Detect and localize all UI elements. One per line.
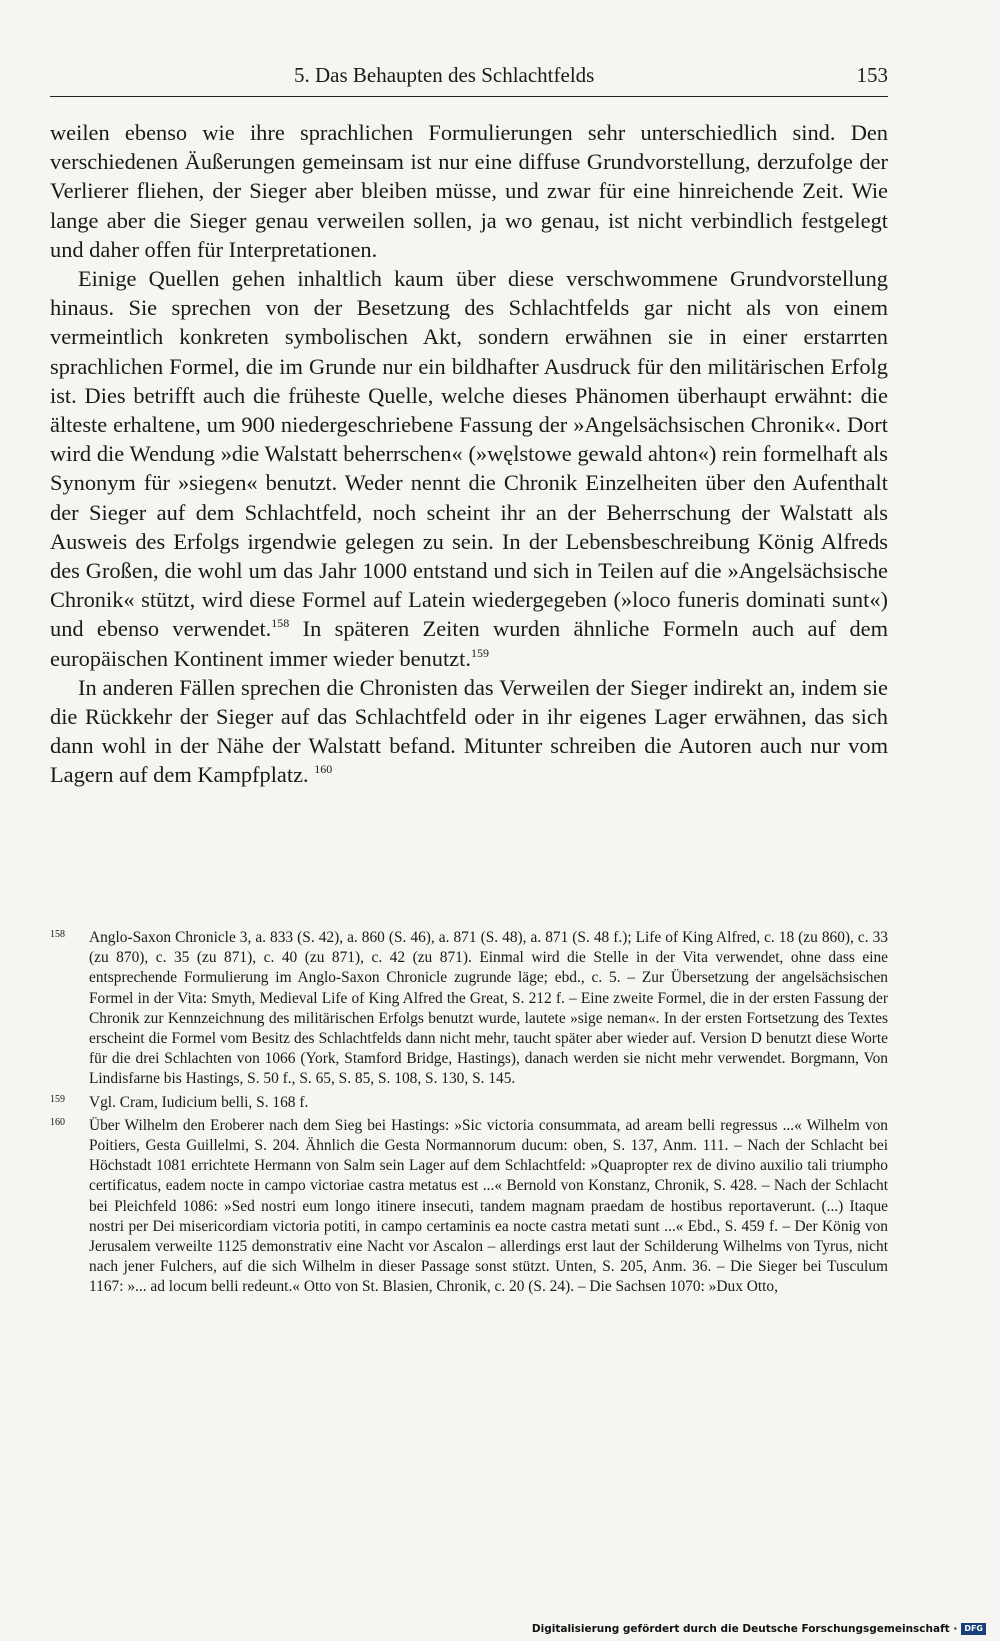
footnote-158	[50, 928, 888, 1090]
footnote-160	[50, 1116, 888, 1298]
paragraph-3-text: In anderen Fällen sprechen die Chronisten das Verweilen der Sieger indirekt an, indem sie die Rückkehr der Sieger auf das Schlachtfeld oder in ihr eigenes Lager erwähnen, das sich dann wohl in der Nähe der Walstatt befand. Mitunter schreiben die Autoren auch nur vom Lagern auf dem Kampfplatz.	[50, 674, 888, 788]
footnote-text: Über Wilhelm den Eroberer nach dem Sieg bei Hastings: »Sic victoria consummata, ad aream belli regressus ...« Wilhelm von Poitiers, Gesta Guillelmi, S. 204. Ähnlich die Gesta Normannorum ducum: oben, S. 137, Anm. 111. – Nach der Schlacht bei Höchstadt 1081 errichtete Hermann von Salm sein Lager auf dem Schlachtfeld: »Quapropter rex de divino auxilio tali triumpho certificatus, eadem nocte in campo victoriae castra metatus est ...« Bernold von Konstanz, Chronik, S. 428. – Nach der Schlacht bei Pleichfeld 1086: »Sed nostri eum longo itinere insecuti, tandem magnam praedam de hostibus reportaverunt. (...) Itaque nostri per Dei misericordiam victoria potiti, in campo certaminis ea nocte castra metati sunt ...« Ebd., S. 459 f. – Der König von Jerusalem verweilte 1125 demonstrativ eine Nacht vor Ascalon – allerdings erst laut der Schilderung Wilhelms von Tyrus, nicht nach jener Fulchers, auf die sich Wilhelm in dieser Passage sonst stützt. Unten, S. 205, Anm. 36. – Die Sieger bei Tusculum 1167: »... ad locum belli redeunt.« Otto von St. Blasien, Chronik, c. 20 (S. 24). – Die Sachsen 1070: »Dux Otto,	[89, 1116, 888, 1296]
paragraph-3	[50, 673, 888, 790]
main-text	[50, 118, 888, 790]
footnote-marker: 160	[50, 1116, 65, 1128]
footnotes	[50, 928, 888, 1301]
digitization-credit	[532, 1623, 986, 1635]
footnote-marker: 158	[50, 929, 65, 940]
paragraph-1: weilen ebenso wie ihre sprachlichen Formulierungen sehr unterschiedlich sind. Den verschiedenen Äußerungen gemeinsam ist nur eine diffuse Grundvorstellung, derzufolge der Verlierer fliehen, der Sieger aber bleiben müsse, und zwar für eine hinreichende Zeit. Wie lange aber die Sieger genau verweilen sollen, ja wo genau, ist nicht verbindlich festgelegt und daher offen für Interpretationen.	[50, 120, 888, 262]
footnote-text: Vgl. Cram, Iudicium belli, S. 168 f.	[89, 1093, 309, 1111]
digitization-credit-text: Digitalisierung gefördert durch die Deutsche Forschungsgemeinschaft ·	[531, 1623, 958, 1635]
page-number: 153	[856, 63, 888, 87]
dfg-logo-icon: DFG	[961, 1623, 986, 1635]
footnote-159	[50, 1093, 888, 1113]
footnote-text: Anglo-Saxon Chronicle 3, a. 833 (S. 42), a. 860 (S. 46), a. 871 (S. 48), a. 871 (S. 48 f.); Life of King Alfred, c. 18 (zu 860), c. 33 (zu 870), c. 35 (zu 871), c. 40 (zu 871), c. 42 (zu 871). Einmal wird die Stelle in der Vita verwendet, ohne dass eine entsprechende Formulierung im Anglo-Saxon Chronicle zugrunde läge; ebd., c. 5. – Zur Übersetzung der angelsächsischen Formel in der Vita: Smyth, Medieval Life of King Alfred the Great, S. 212 f. – Eine zweite Formel, die in der ersten Fassung der Chronik zur Kennzeichnung des militärischen Erfolgs benutzt wurde, lautete »sige neman«. In der ersten Fortsetzung des Textes erscheint die Formel vom Besitz des Schlachtfelds dann nicht mehr, taucht später aber wieder auf. Version D benutzt diese Worte für die drei Schlachten von 1066 (York, Stamford Bridge, Hastings), danach werden sie nicht mehr verwendet. Borgmann, Von Lindisfarne bis Hastings, S. 50 f., S. 65, S. 85, S. 108, S. 130, S. 145.	[89, 929, 888, 1088]
footnote-ref-160[interactable]: 160	[314, 762, 333, 777]
paragraph-2-text-a: Einige Quellen gehen inhaltlich kaum über diese verschwommene Grundvorstellung hinaus. Sie sprechen von der Besetzung des Schlachtfelds gar nicht als von einem vermeintlich konkreten symbolischen Akt, sondern erwähnen sie in einer erstarrten sprachlichen Formel, die im Grunde nur ein bildhafter Ausdruck für den militärischen Erfolg ist. Dies betrifft auch die früheste Quelle, welche dieses Phänomen überhaupt erwähnt: die älteste erhaltene, um 900 niedergeschriebene Fassung der »Angelsächsischen Chronik«. Dort wird die Wendung »die Walstatt beherrschen« (»węlstowe gewald ahton«) rein formelhaft als Synonym für »siegen« benutzt. Weder nennt die Chronik Einzelheiten über den Aufenthalt der Sieger auf dem Schlachtfeld, noch scheint ihr an der Beherrschung der Walstatt als Ausweis des Erfolgs irgendwie gelegen zu sein. In der Lebensbeschreibung König Alfreds des Großen, die wohl um das Jahr 1000 entstand und sich in Teilen auf die »Angelsächsische Chronik« stützt, wird diese Formel auf Latein wiedergegeben (»loco funeris dominati sunt«) und ebenso verwendet.	[50, 266, 888, 642]
footnote-marker: 159	[50, 1093, 65, 1105]
paragraph-2	[50, 264, 888, 673]
running-header	[50, 62, 888, 97]
footnote-ref-158[interactable]: 158	[271, 616, 290, 631]
paragraph-2-text-b: In späteren Zeiten wurden ähnliche Formeln auch auf dem europäischen Kontinent immer wieder benutzt.	[50, 616, 888, 671]
running-title: 5. Das Behaupten des Schlachtfelds	[294, 63, 595, 87]
footnote-ref-159[interactable]: 159	[470, 645, 489, 660]
